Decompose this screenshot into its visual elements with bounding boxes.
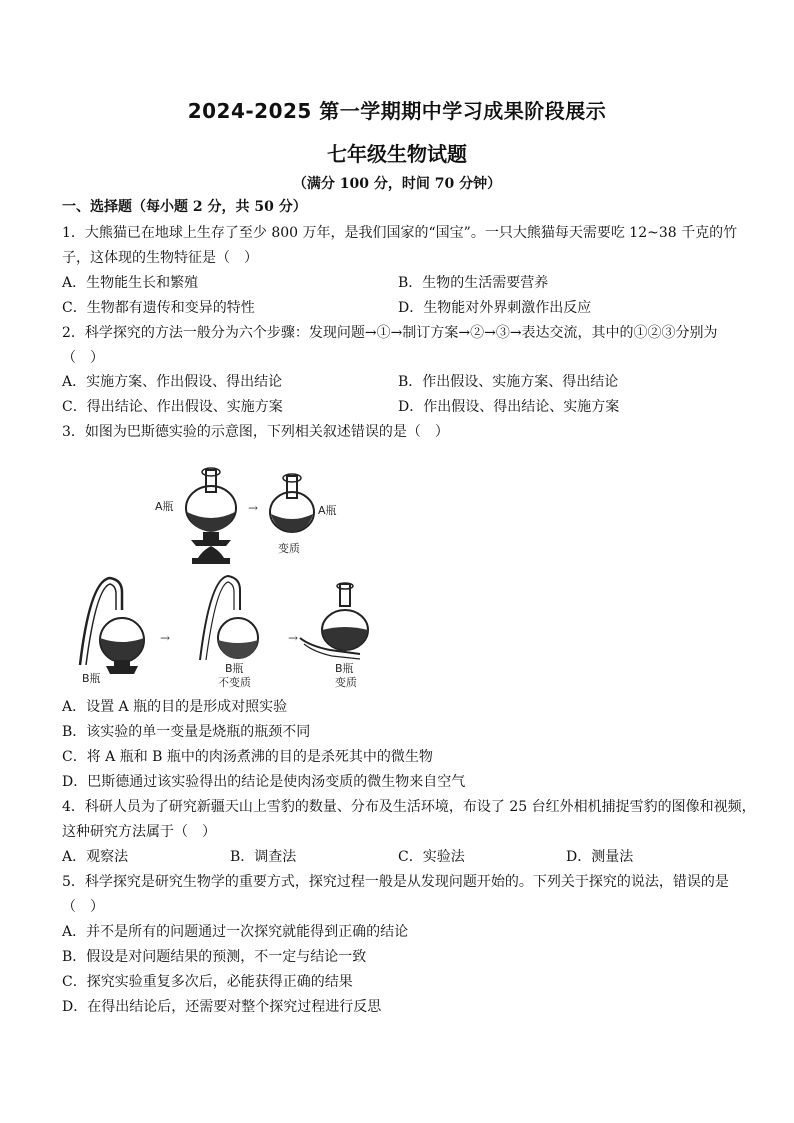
q2-option-b: B．作出假设、实施方案、得出结论 xyxy=(398,374,619,390)
q5-stem-line1: 5．科学探究是研究生物学的重要方式，探究过程一般是从发现问题开始的。下列关于探究的说法，错误的是 xyxy=(62,874,729,890)
q5-option-a: A．并不是所有的问题通过一次探究就能得到正确的结论 xyxy=(62,924,409,940)
label-spoiled: 变质 xyxy=(278,542,300,555)
exam-subject: 七年级生物试题 xyxy=(327,142,467,166)
svg-text:→: → xyxy=(160,631,171,645)
q1-option-a: A．生物能生长和繁殖 xyxy=(62,275,199,291)
label-flask-a2: A瓶 xyxy=(318,504,337,517)
label-spoiled2: 变质 xyxy=(335,676,357,689)
q2-stem-line2: （ ） xyxy=(62,350,104,366)
flask-b-broken-spoiled-diagram xyxy=(300,583,368,689)
exam-title: 2024-2025 第一学期期中学习成果阶段展示 xyxy=(187,99,607,123)
q4-option-a: A．观察法 xyxy=(62,849,129,865)
label-flask-b: B瓶 xyxy=(82,672,101,685)
q2-option-a: A．实施方案、作出假设、得出结论 xyxy=(62,374,283,390)
q2-stem-line1: 2．科学探究的方法一般分为六个步骤：发现问题→①→制订方案→②→③→表达交流，其中的①②③分别为 xyxy=(62,325,718,341)
label-flask-a: A瓶 xyxy=(155,500,174,513)
flask-a-spoiled-diagram xyxy=(270,474,337,555)
q1-option-c: C．生物都有遗传和变异的特性 xyxy=(62,300,255,316)
q5-option-c: C．探究实验重复多次后，必能获得正确的结果 xyxy=(62,974,353,990)
q2-option-d: D．作出假设、得出结论、实施方案 xyxy=(398,399,620,415)
q2-option-c: C．得出结论、作出假设、实施方案 xyxy=(62,399,283,415)
q4-option-b: B．调查法 xyxy=(230,849,297,865)
q3-option-d: D．巴斯德通过该实验得出的结论是使肉汤变质的微生物来自空气 xyxy=(62,774,466,790)
svg-text:→: → xyxy=(288,631,299,645)
q3-option-c: C．将 A 瓶和 B 瓶中的肉汤煮沸的目的是杀死其中的微生物 xyxy=(62,749,433,765)
q4-option-c: C．实验法 xyxy=(398,849,465,865)
q3-option-a: A．设置 A 瓶的目的是形成对照实验 xyxy=(62,699,288,715)
q1-stem-line1: 1．大熊猫已在地球上生存了至少 800 万年，是我们国家的“国宝”。一只大熊猫每天需要吃 12~38 千克的竹 xyxy=(62,225,738,241)
q1-stem-line2: 子，这体现的生物特征是（ ） xyxy=(62,250,258,266)
exam-meta: （满分 100 分，时间 70 分钟） xyxy=(292,176,502,192)
q3-option-b: B．该实验的单一变量是烧瓶的瓶颈不同 xyxy=(62,724,311,740)
q4-stem-line2: 这种研究方法属于（ ） xyxy=(62,824,216,840)
q3-stem-line1: 3．如图为巴斯德实验的示意图，下列相关叙述错误的是（ ） xyxy=(62,424,449,440)
q5-option-b: B．假设是对问题结果的预测，不一定与结论一致 xyxy=(62,949,367,965)
flask-b-heated-diagram xyxy=(80,578,144,685)
q1-option-d: D．生物能对外界刺激作出反应 xyxy=(398,300,592,316)
q4-stem-line1: 4．科研人员为了研究新疆天山上雪豹的数量、分布及生活环境，布设了 25 台红外相机捕捉雪豹的图像和视频， xyxy=(62,799,756,815)
pasteur-experiment-figure xyxy=(60,460,400,690)
label-not-spoiled: 不变质 xyxy=(218,676,251,689)
flask-a-heated-diagram xyxy=(155,468,236,564)
flask-b-not-spoiled-diagram xyxy=(200,576,258,689)
svg-text:→: → xyxy=(248,501,259,515)
q5-stem-line2: （ ） xyxy=(62,899,104,915)
label-flask-b2: B瓶 xyxy=(225,662,244,675)
q1-option-b: B．生物的生活需要营养 xyxy=(398,275,549,291)
q5-option-d: D．在得出结论后，还需要对整个探究过程进行反思 xyxy=(62,999,382,1015)
label-flask-b3: B瓶 xyxy=(335,662,354,675)
section-heading: 一、选择题（每小题 2 分，共 50 分） xyxy=(62,199,307,215)
q4-option-d: D．测量法 xyxy=(566,849,634,865)
